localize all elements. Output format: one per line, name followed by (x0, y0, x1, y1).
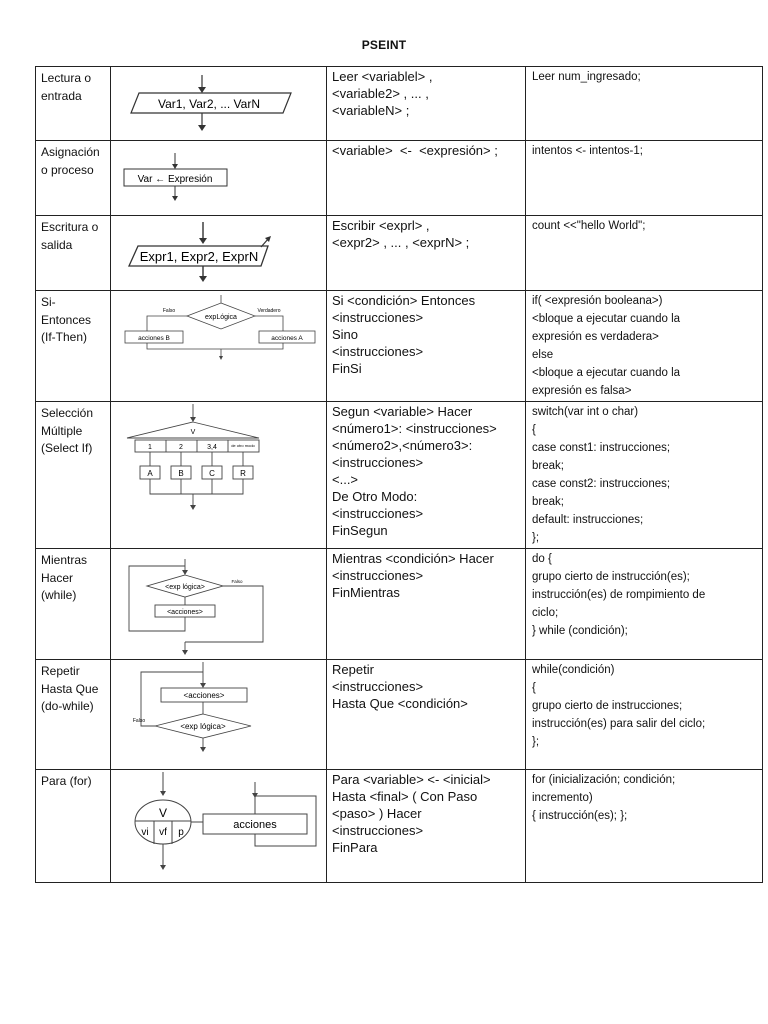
pseudocode-cell (327, 549, 526, 660)
diagram-label: Var1, Var2, ... VarN (157, 97, 261, 111)
code-line: default: instrucciones; (532, 514, 644, 526)
pseudocode-line: <...> (332, 472, 359, 487)
action-label: R (240, 469, 246, 478)
structure-name-line: Lectura o (41, 71, 92, 85)
pseudocode-line: Escribir <exprl> , (332, 218, 430, 233)
structure-name-line: o proceso (41, 162, 94, 177)
pseudocode-line: <instrucciones> (332, 455, 424, 470)
pseudocode-line: <variable> <- <expresión> ; (332, 143, 498, 158)
structure-name-cell (36, 141, 111, 216)
table-row (36, 216, 763, 291)
structure-name-line: salida (41, 237, 73, 252)
code-line: ciclo; (532, 607, 559, 619)
pseudocode-line: <instrucciones> (332, 679, 424, 694)
pseudocode-line: FinSegun (332, 523, 388, 538)
case-label: de otro modo (231, 443, 255, 448)
pseudocode-line: <variable2> , ... , (332, 86, 429, 101)
flowchart-cell (111, 402, 327, 549)
pseudocode-line: <expr2> , ... , <exprN> ; (332, 235, 470, 250)
code-line: expresión es falsa> (532, 385, 632, 397)
read-input-flowchart (111, 67, 327, 140)
for-part-label: vi (141, 827, 149, 838)
pseudocode-line: Repetir (332, 662, 374, 677)
while-flowchart (111, 549, 327, 659)
diagram-label: Expr1, Expr2, ExprN (139, 249, 259, 264)
code-cell (526, 549, 763, 660)
code-line: instrucción(es) de rompimiento de (532, 589, 706, 601)
pseudocode-line: FinPara (332, 840, 378, 855)
true-label: Verdadero (257, 308, 281, 314)
structure-name-cell (36, 660, 111, 770)
structure-name-line: Entonces (41, 312, 92, 327)
code-line: case const2: instrucciones; (532, 478, 671, 490)
diagram-label: acciones (233, 819, 277, 831)
diagram-label: expLógica (205, 314, 237, 321)
table-row (36, 402, 763, 549)
pseudocode-cell (327, 141, 526, 216)
pseudocode-cell (327, 770, 526, 883)
pseudocode-cell (327, 291, 526, 402)
pseudocode-line: Leer <variablel> , (332, 69, 433, 84)
pseudocode-line: Segun <variable> Hacer (332, 404, 473, 419)
case-label: 2 (179, 444, 183, 451)
diagram-label: <acciones> (167, 609, 203, 616)
code-line: }; (532, 532, 540, 544)
for-loop-flowchart (111, 770, 327, 882)
code-line: break; (532, 460, 564, 472)
select-flowchart (111, 402, 327, 540)
flowchart-cell (111, 216, 327, 291)
repeat-until-flowchart (111, 660, 327, 769)
structure-name-line: Selección (41, 406, 94, 420)
diagram-label: <acciones> (183, 691, 225, 700)
pseudocode-line: Mientras <condición> Hacer (332, 551, 494, 566)
code-line: }; (532, 736, 540, 748)
diagram-label: V (190, 429, 196, 436)
code-line: expresión es verdadera> (532, 331, 659, 343)
structure-name-line: entrada (41, 88, 82, 103)
code-line: instrucción(es) para salir del ciclo; (532, 718, 706, 730)
assignment-flowchart (111, 141, 327, 215)
diagram-label: V (158, 806, 168, 820)
pseudocode-line: <variableN> ; (332, 103, 410, 118)
code-line: <bloque a ejecutar cuando la (532, 367, 681, 379)
structure-name-line: Hacer (41, 570, 74, 585)
flowchart-cell (111, 660, 327, 770)
structure-name-cell (36, 402, 111, 549)
action-label: B (178, 469, 184, 478)
structure-name-line: Escritura o (41, 220, 99, 234)
code-line: switch(var int o char) (532, 406, 639, 418)
false-label: Falso (162, 308, 176, 314)
pseudocode-line: Si <condición> Entonces (332, 293, 476, 308)
pseudocode-line: Sino (332, 327, 359, 342)
structure-name-line: Múltiple (41, 423, 83, 438)
case-label: 3,4 (207, 444, 217, 451)
code-cell (526, 291, 763, 402)
flowchart-cell (111, 141, 327, 216)
diagram-label: <exp lógica> (165, 584, 205, 591)
structure-name-line: (do-while) (41, 699, 94, 713)
pseint-reference-table (35, 66, 763, 883)
structure-name-line: Repetir (41, 664, 80, 678)
code-line: else (532, 349, 554, 361)
code-line: for (inicialización; condición; (532, 774, 676, 786)
if-then-flowchart (111, 291, 327, 394)
code-line: grupo cierto de instrucción(es); (532, 571, 690, 583)
for-part-label: vf (159, 827, 167, 838)
pseudocode-cell (327, 67, 526, 141)
pseudocode-line: <instrucciones> (332, 568, 424, 583)
table-row (36, 291, 763, 402)
code-line: incremento) (532, 792, 593, 804)
structure-name-line: (while) (41, 588, 77, 602)
code-cell (526, 770, 763, 883)
code-line: intentos <- intentos-1; (532, 145, 643, 157)
pseudocode-line: <instrucciones> (332, 506, 424, 521)
structure-name-cell (36, 216, 111, 291)
page-title: PSEINT (361, 38, 407, 52)
code-line: Leer num_ingresado; (532, 71, 641, 83)
code-line: <bloque a ejecutar cuando la (532, 313, 681, 325)
flowchart-cell (111, 770, 327, 883)
case-label: 1 (148, 444, 152, 451)
code-line: } while (condición); (532, 625, 628, 637)
for-part-label: p (178, 827, 184, 838)
table-row (36, 67, 763, 141)
pseudocode-line: <instrucciones> (332, 823, 424, 838)
code-line: { (532, 682, 536, 694)
structure-name-line: Hasta Que (41, 681, 99, 696)
flowchart-cell (111, 291, 327, 402)
structure-name-line: (Select If) (41, 441, 93, 455)
code-line: count <<"hello World"; (532, 220, 646, 232)
code-cell (526, 402, 763, 549)
pseudocode-line: Para <variable> <- <inicial> (332, 772, 491, 787)
code-line: grupo cierto de instrucciones; (532, 700, 683, 712)
code-line: { instrucción(es); }; (532, 810, 628, 822)
false-label: Falso (132, 718, 146, 724)
pseudocode-line: <número2>,<número3>: (332, 438, 473, 453)
diagram-label: acciones A (271, 335, 303, 342)
diagram-label: Var ← Expresión (137, 174, 213, 185)
pseudocode-cell (327, 660, 526, 770)
structure-name-cell (36, 291, 111, 402)
pseudocode-line: <número1>: <instrucciones> (332, 421, 497, 436)
action-label: C (209, 469, 215, 478)
flowchart-cell (111, 549, 327, 660)
code-line: while(condición) (532, 664, 615, 676)
false-label: Falso (231, 579, 243, 584)
structure-name-line: (If-Then) (41, 330, 88, 344)
code-line: case const1: instrucciones; (532, 442, 671, 454)
structure-name-cell (36, 67, 111, 141)
pseudocode-line: Hasta Que <condición> (332, 696, 468, 711)
structure-name-line: Asignación (41, 145, 100, 159)
pseudocode-line: <paso> ) Hacer (332, 806, 422, 821)
flowchart-cell (111, 67, 327, 141)
write-output-flowchart (111, 216, 327, 290)
pseudocode-line: Hasta <final> ( Con Paso (332, 789, 478, 804)
code-line: { (532, 424, 536, 436)
code-line: break; (532, 496, 564, 508)
pseudocode-line: FinSi (332, 361, 362, 376)
pseudocode-line: FinMientras (332, 585, 400, 600)
table-row (36, 660, 763, 770)
code-cell (526, 67, 763, 141)
structure-name-line: Para (for) (41, 774, 92, 788)
diagram-label: acciones B (138, 335, 170, 342)
table-row (36, 770, 763, 883)
structure-name-line: Mientras (41, 553, 88, 567)
pseudocode-line: <instrucciones> (332, 344, 424, 359)
pseudocode-line: De Otro Modo: (332, 489, 418, 504)
structure-name-cell (36, 770, 111, 883)
code-cell (526, 660, 763, 770)
table-row (36, 549, 763, 660)
code-line: if( <expresión booleana>) (532, 295, 663, 307)
structure-name-line: Si- (41, 295, 56, 309)
pseudocode-line: <instrucciones> (332, 310, 424, 325)
table-row (36, 141, 763, 216)
code-line: do { (532, 553, 552, 565)
pseudocode-cell (327, 216, 526, 291)
diagram-label: <exp lógica> (180, 722, 226, 731)
code-cell (526, 141, 763, 216)
code-cell (526, 216, 763, 291)
pseudocode-cell (327, 402, 526, 549)
action-label: A (147, 469, 153, 478)
structure-name-cell (36, 549, 111, 660)
